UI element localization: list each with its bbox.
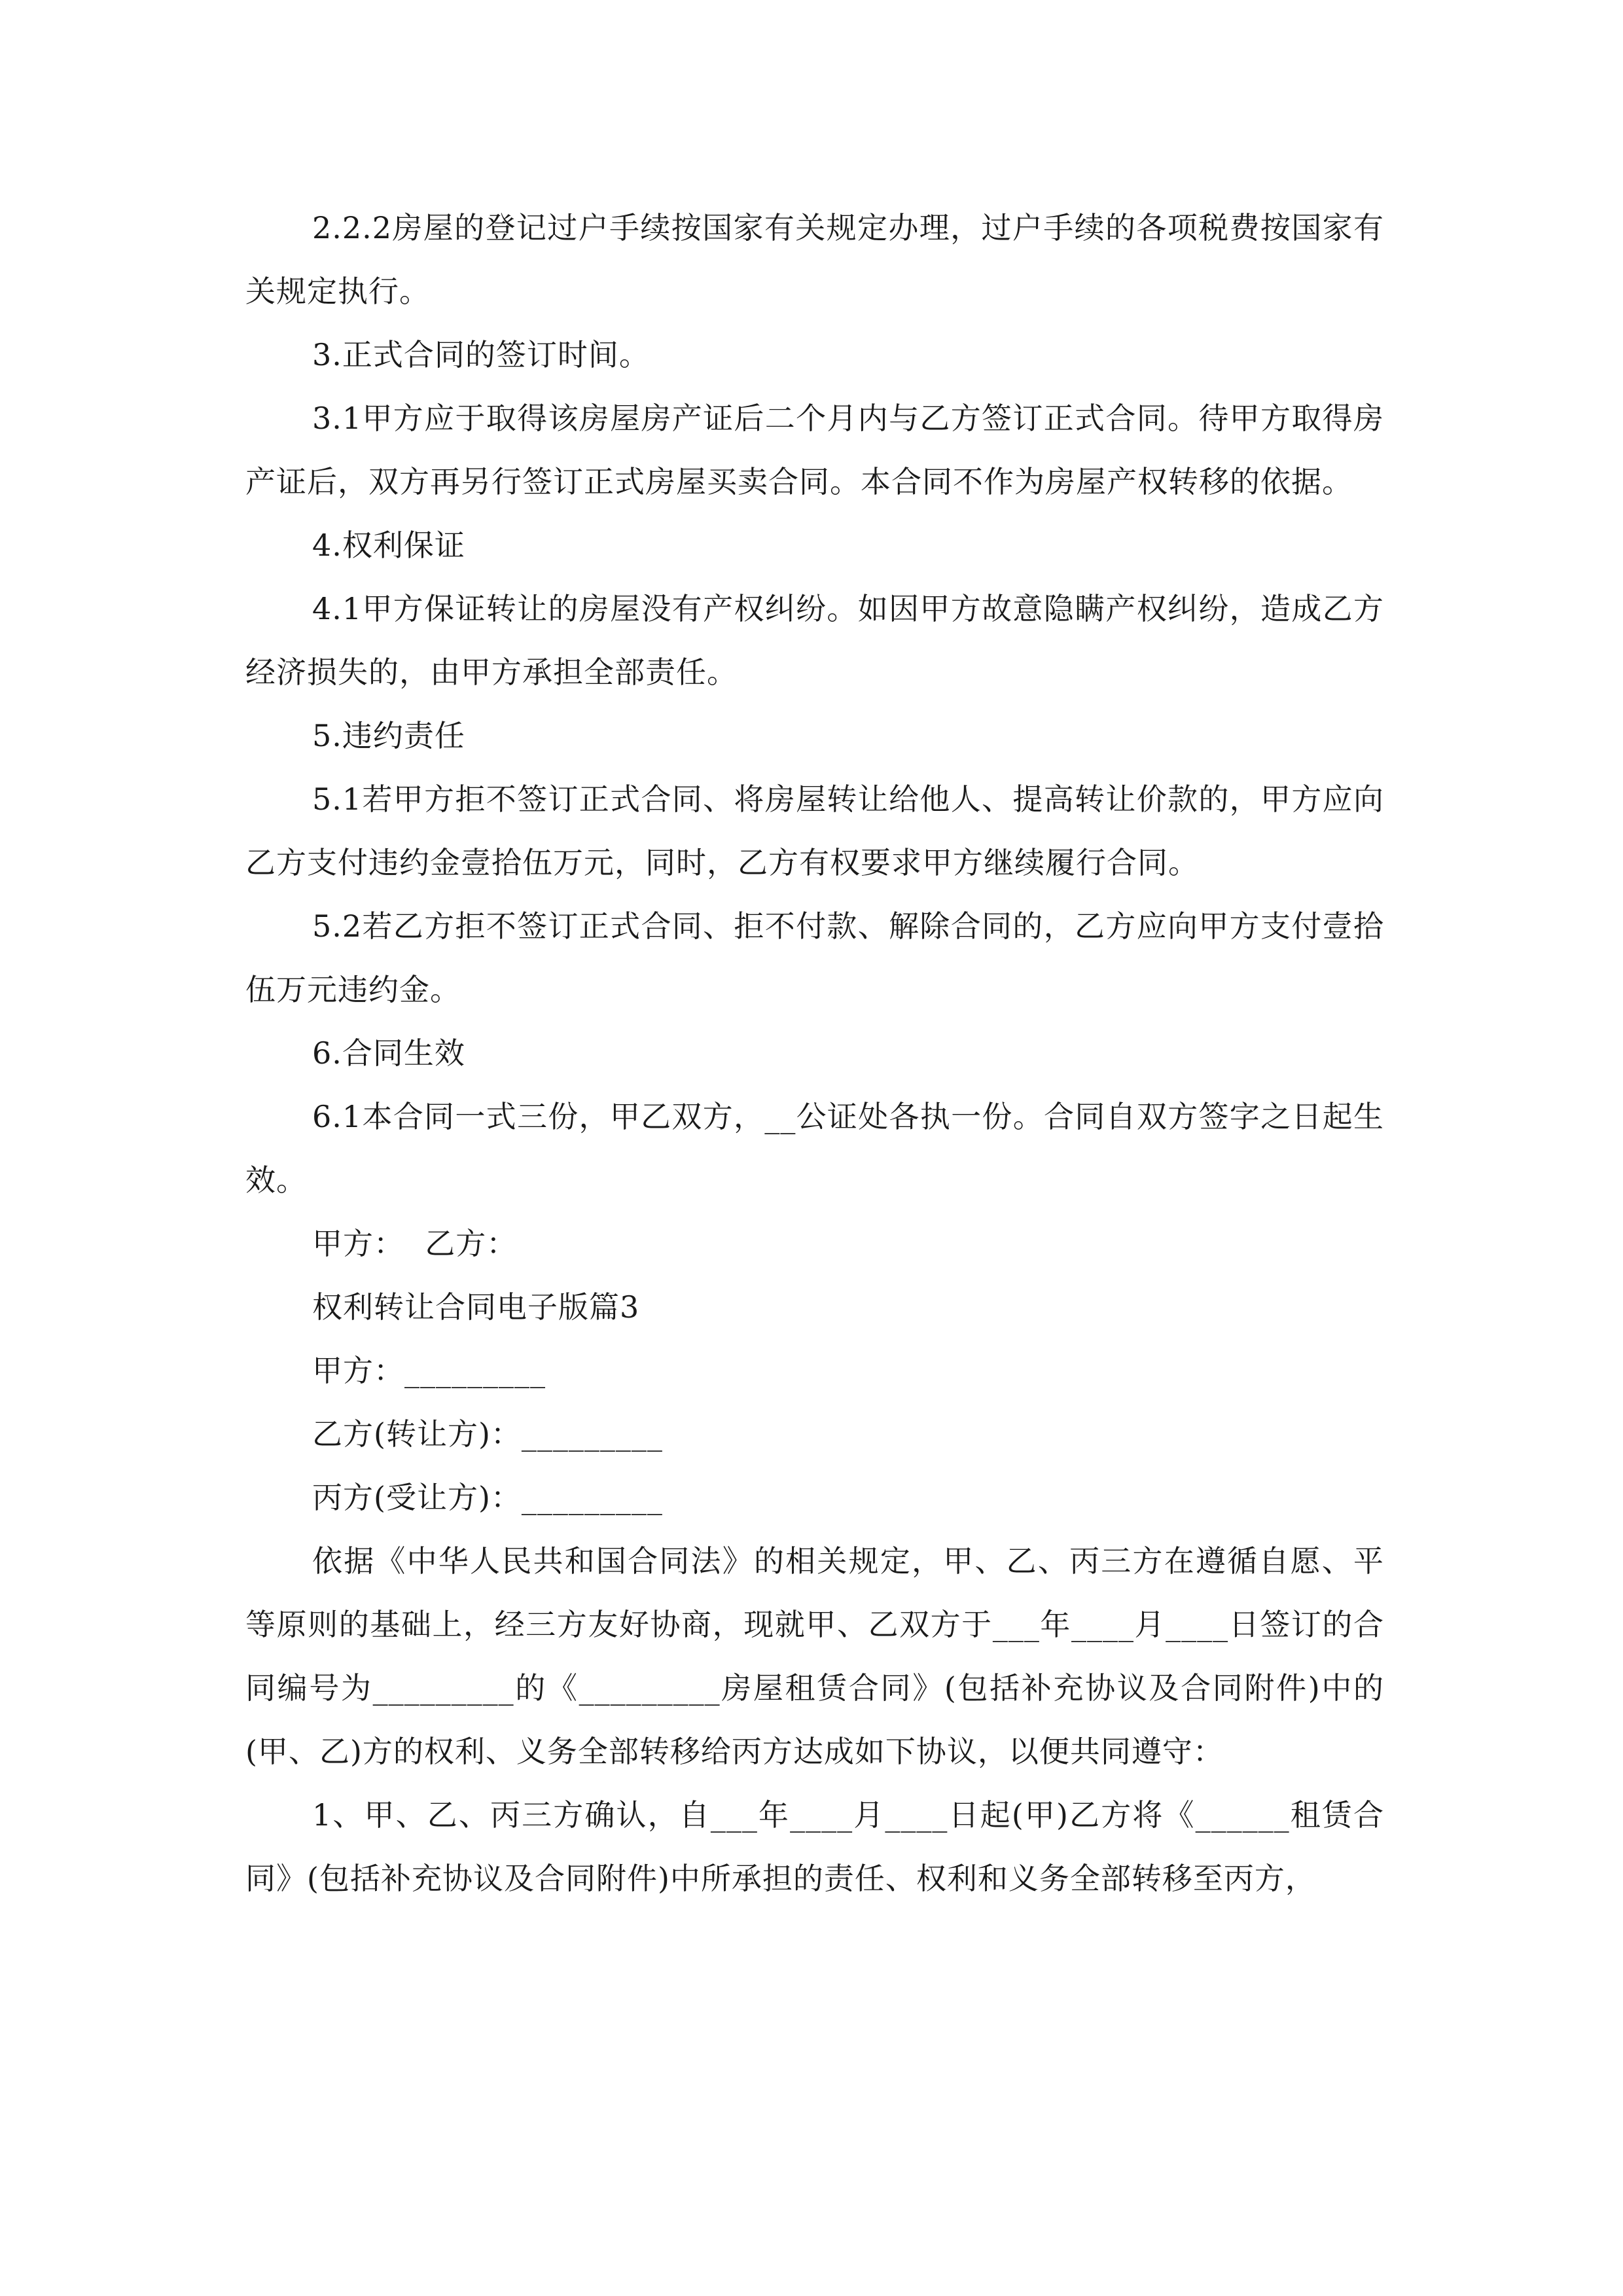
document-body [245,196,1384,1910]
paragraph-clause-5-2: 5.2若乙方拒不签订正式合同、拒不付款、解除合同的，乙方应向甲方支付壹拾伍万元违约金。 [245,908,1384,1007]
signature-line-parties: 甲方： 乙方： [312,1226,518,1261]
heading-clause-4: 4.权利保证 [312,528,465,563]
paragraph-preamble: 依据《中华人民共和国合同法》的相关规定，甲、乙、丙三方在遵循自愿、平等原则的基础上，经三方友好协商，现就甲、乙双方于___年____月____日签订的合同编号为_________的《_________房屋租赁合同》(包括补充协议及合同附件)中的(甲、乙)方的权利、义务全部转移给丙方达成如下协议，以便共同遵守： [245,1543,1384,1769]
heading-clause-3: 3.正式合同的签订时间。 [312,337,650,372]
paragraph-clause-6-1: 6.1本合同一式三份，甲乙双方，__公证处各执一份。合同自双方签字之日起生效。 [245,1099,1384,1198]
paragraph-item-1: 1、甲、乙、丙三方确认，自___年____月____日起(甲)乙方将《______租赁合同》(包括补充协议及合同附件)中所承担的责任、权利和义务全部转移至丙方， [245,1797,1384,1896]
heading-clause-5: 5.违约责任 [312,718,465,753]
paragraph-clause-2-2-2: 2.2.2房屋的登记过户手续按国家有关规定办理，过户手续的各项税费按国家有关规定执行。 [245,210,1384,309]
paragraph-clause-3-1: 3.1甲方应于取得该房屋房产证后二个月内与乙方签订正式合同。待甲方取得房产证后，双方再另行签订正式房屋买卖合同。本合同不作为房屋产权转移的依据。 [245,401,1384,499]
paragraph-clause-4-1: 4.1甲方保证转让的房屋没有产权纠纷。如因甲方故意隐瞒产权纠纷，造成乙方经济损失的，由甲方承担全部责任。 [245,591,1384,690]
section-title: 权利转让合同电子版篇3 [312,1289,640,1325]
paragraph-clause-5-1: 5.1若甲方拒不签订正式合同、将房屋转让给他人、提高转让价款的，甲方应向乙方支付违约金壹拾伍万元，同时，乙方有权要求甲方继续履行合同。 [245,781,1384,880]
party-a-field: 甲方：_________ [312,1353,546,1388]
party-b-field: 乙方(转让方)：_________ [312,1416,663,1452]
party-c-field: 丙方(受让方)：_________ [312,1480,663,1515]
heading-clause-6: 6.合同生效 [312,1035,465,1071]
